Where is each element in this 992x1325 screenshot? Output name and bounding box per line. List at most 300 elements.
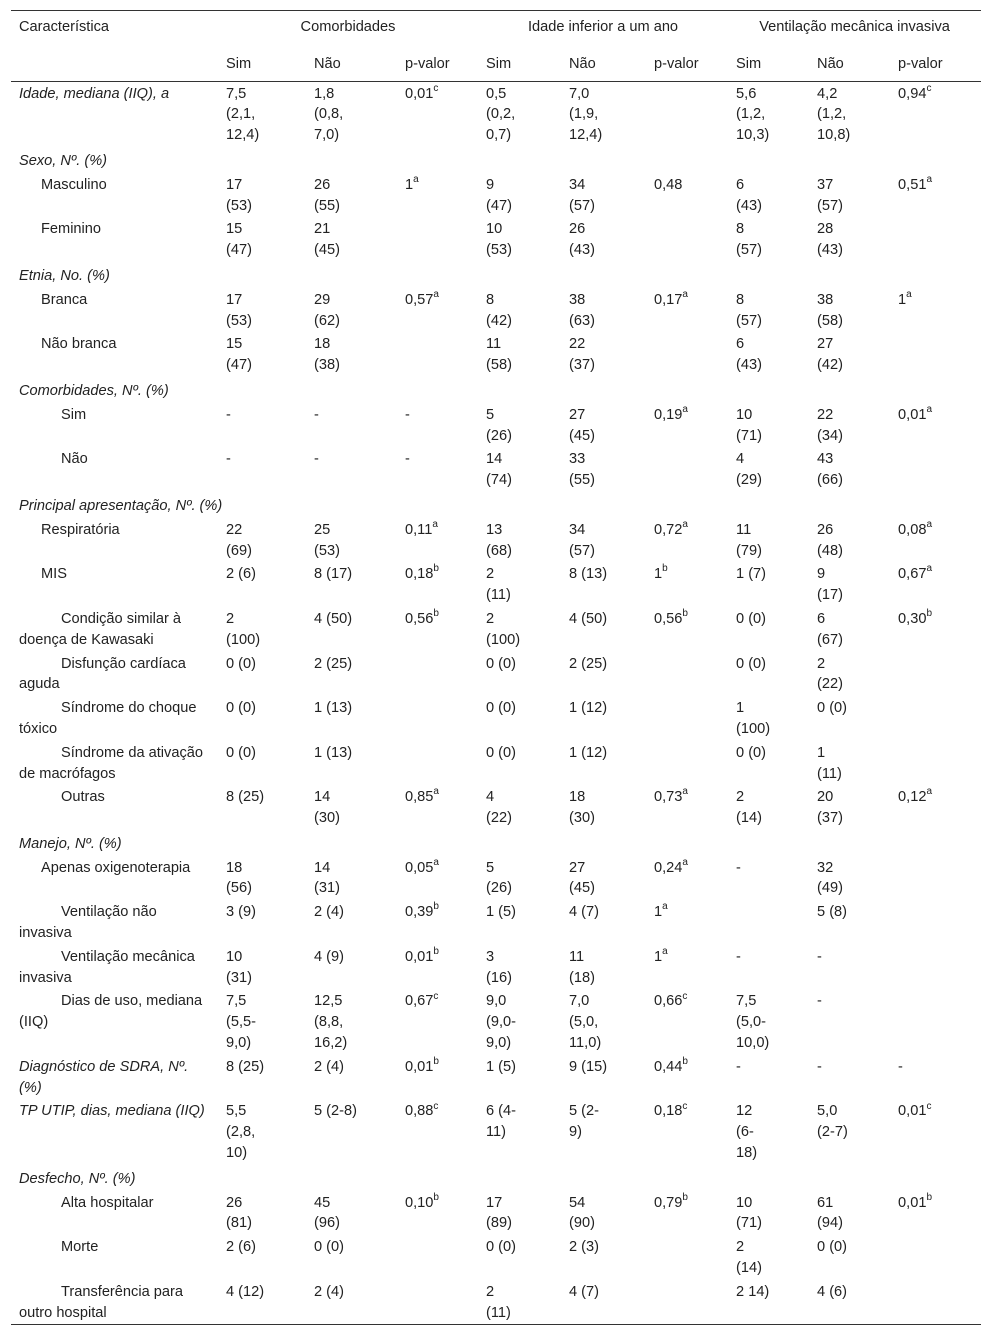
cell-line: 61 bbox=[817, 1194, 834, 1211]
footnote-marker: a bbox=[433, 288, 439, 300]
cell-line: (71) bbox=[736, 1215, 762, 1232]
cell-line: (47) bbox=[486, 197, 512, 214]
cell-line: 16,2) bbox=[314, 1035, 348, 1052]
table-cell: 2 (6) bbox=[226, 1239, 257, 1256]
cell-line: 2 bbox=[817, 655, 826, 672]
p-value: 0,01 bbox=[898, 406, 927, 423]
table-cell bbox=[809, 607, 890, 652]
table-cell: - bbox=[314, 406, 319, 423]
row-label: Disfunção cardíaca aguda bbox=[19, 655, 186, 693]
cell-line: (58) bbox=[817, 312, 843, 329]
cell-line: (53) bbox=[226, 312, 252, 329]
table-cell bbox=[218, 1191, 306, 1236]
table-cell bbox=[728, 173, 809, 218]
row-label: Apenas oxigenoterapia bbox=[41, 859, 191, 876]
table-cell bbox=[890, 696, 981, 741]
cell-line: (43) bbox=[736, 197, 762, 214]
cell-line: 13 bbox=[486, 521, 503, 538]
table-cell: - bbox=[817, 1058, 822, 1075]
table-cell: 4 (9) bbox=[314, 948, 345, 965]
table-cell bbox=[809, 652, 890, 697]
table-cell bbox=[306, 81, 397, 147]
footnote-marker: b bbox=[926, 1191, 932, 1203]
table-cell bbox=[646, 288, 728, 333]
table-cell bbox=[218, 518, 306, 563]
cell-line: 14 bbox=[486, 451, 503, 468]
table-cell bbox=[478, 81, 561, 147]
p-value: 1 bbox=[654, 904, 663, 921]
cell-line: 11,0) bbox=[569, 1035, 602, 1052]
table-cell bbox=[646, 696, 728, 741]
table-cell bbox=[890, 945, 981, 990]
table-cell: - bbox=[817, 993, 822, 1010]
cell-line: (74) bbox=[486, 472, 512, 489]
footnote-marker: b bbox=[433, 608, 439, 620]
table-row bbox=[11, 856, 981, 901]
table-cell bbox=[646, 1191, 728, 1236]
table-cell bbox=[306, 1191, 397, 1236]
p-value: 0,10 bbox=[405, 1194, 434, 1211]
cell-line: 10,0) bbox=[736, 1035, 770, 1052]
table-cell bbox=[646, 989, 728, 1054]
table-cell bbox=[561, 217, 646, 262]
cell-line: 17 bbox=[226, 176, 243, 193]
p-value: 0,39 bbox=[405, 904, 434, 921]
cell-line: 5 (2- bbox=[569, 1103, 600, 1120]
cell-line: 11 bbox=[736, 521, 752, 538]
table-cell bbox=[809, 1191, 890, 1236]
table-cell: 3 (9) bbox=[226, 904, 257, 921]
cell-line: 11 bbox=[486, 336, 502, 353]
p-value: 0,08 bbox=[898, 521, 927, 538]
cell-line: (53) bbox=[226, 197, 252, 214]
table-cell bbox=[397, 1055, 478, 1100]
cell-line: 7,5 bbox=[736, 993, 757, 1010]
cell-line: (68) bbox=[486, 542, 512, 559]
cell-line: 12,5 bbox=[314, 993, 343, 1010]
cell-line: 6 (4- bbox=[486, 1103, 517, 1120]
table-cell: 5 (8) bbox=[817, 904, 848, 921]
table-cell bbox=[478, 945, 561, 990]
cell-line: 22 bbox=[569, 336, 586, 353]
footnote-marker: a bbox=[682, 518, 688, 530]
table-cell: 9 (15) bbox=[569, 1058, 608, 1075]
cell-line: 26 bbox=[569, 221, 586, 238]
cell-line: (11) bbox=[486, 1304, 511, 1321]
p-value: 0,72 bbox=[654, 521, 683, 538]
p-value: 0,94 bbox=[898, 85, 927, 102]
table-cell bbox=[478, 1099, 561, 1164]
cell-line: 9) bbox=[569, 1124, 582, 1141]
table-cell: - bbox=[736, 948, 741, 965]
table-cell bbox=[306, 288, 397, 333]
p-value: 0,12 bbox=[898, 789, 927, 806]
table-cell bbox=[478, 1280, 561, 1325]
row-label: Síndrome do choque tóxico bbox=[19, 700, 197, 737]
cell-line: 9,0 bbox=[486, 993, 507, 1010]
table-cell bbox=[890, 607, 981, 652]
cell-line: 6 bbox=[736, 336, 745, 353]
table-cell bbox=[890, 173, 981, 218]
table-cell bbox=[478, 518, 561, 563]
table-cell bbox=[561, 173, 646, 218]
row-label: Principal apresentação, Nº. (%) bbox=[19, 497, 223, 514]
table-cell bbox=[646, 1099, 728, 1164]
p-value: 0,17 bbox=[654, 291, 683, 308]
cell-line: 10 bbox=[736, 1194, 753, 1211]
cell-line: (100) bbox=[226, 631, 261, 648]
cell-line: (94) bbox=[817, 1215, 843, 1232]
table-cell bbox=[890, 989, 981, 1054]
table-cell bbox=[397, 785, 478, 830]
cell-line: 7,0 bbox=[569, 993, 590, 1010]
table-cell: 2 (4) bbox=[306, 1280, 397, 1325]
footnote-marker: c bbox=[682, 1100, 688, 1112]
table-cell bbox=[397, 741, 478, 786]
table-cell bbox=[728, 518, 809, 563]
row-label: Síndrome da ativação de macrófagos bbox=[19, 744, 203, 782]
footnote-marker: b bbox=[433, 1191, 439, 1203]
cell-line: 27 bbox=[817, 336, 834, 353]
table-row bbox=[11, 741, 981, 786]
table-cell bbox=[890, 1235, 981, 1280]
table-cell bbox=[890, 652, 981, 697]
cell-line: (45) bbox=[569, 427, 595, 444]
table-cell: - bbox=[736, 859, 741, 876]
cell-line: (31) bbox=[226, 969, 252, 986]
table-cell bbox=[728, 1235, 809, 1280]
row-label: Ventilação não invasiva bbox=[19, 904, 157, 942]
footnote-marker: a bbox=[906, 288, 912, 300]
cell-line: 2 bbox=[486, 566, 495, 583]
table-cell bbox=[646, 81, 728, 147]
table-cell: 0 (0) bbox=[486, 655, 517, 672]
row-label: Alta hospitalar bbox=[61, 1194, 154, 1211]
table-body bbox=[11, 81, 981, 1325]
cell-line: (57) bbox=[817, 197, 843, 214]
table-cell: 0 (0) bbox=[736, 610, 767, 627]
table-cell bbox=[809, 518, 890, 563]
cell-line: 26 bbox=[226, 1194, 243, 1211]
p-value: 0,05 bbox=[405, 859, 434, 876]
table-cell bbox=[728, 447, 809, 492]
cell-line: 34 bbox=[569, 176, 586, 193]
cell-line: (57) bbox=[736, 242, 762, 259]
cell-line: 1 bbox=[817, 744, 826, 761]
table-cell bbox=[890, 332, 981, 377]
footnote-marker: b bbox=[433, 1056, 439, 1067]
cell-line: 1 bbox=[736, 700, 745, 717]
cell-line: (17) bbox=[817, 587, 843, 604]
table-cell bbox=[397, 900, 478, 945]
cell-line: 17 bbox=[486, 1194, 503, 1211]
table-cell bbox=[478, 403, 561, 448]
footnote-marker: a bbox=[682, 288, 688, 300]
table-cell bbox=[890, 81, 981, 147]
row-label: Etnia, No. (%) bbox=[19, 267, 110, 284]
cell-line: 27 bbox=[569, 859, 586, 876]
subheader-nao: Não bbox=[809, 46, 890, 81]
row-label: Outras bbox=[61, 789, 105, 806]
cell-line: (1,9, bbox=[569, 106, 599, 123]
cell-line: 8 bbox=[736, 221, 745, 238]
table-cell: 2 (4) bbox=[314, 1058, 345, 1075]
table-row bbox=[11, 1099, 981, 1164]
cell-line: 18) bbox=[736, 1145, 758, 1162]
table-cell bbox=[478, 607, 561, 652]
cell-line: (26) bbox=[486, 880, 512, 897]
table-cell bbox=[218, 945, 306, 990]
footnote-marker: c bbox=[433, 82, 439, 94]
table-cell bbox=[728, 989, 809, 1054]
table-cell: - bbox=[226, 451, 231, 468]
cell-line: (5,0, bbox=[569, 1014, 599, 1031]
cell-line: (48) bbox=[817, 542, 843, 559]
table-cell bbox=[478, 856, 561, 901]
table-cell bbox=[218, 217, 306, 262]
cell-line: (16) bbox=[486, 969, 512, 986]
cell-line: (79) bbox=[736, 542, 762, 559]
table-cell: 0 (0) bbox=[486, 700, 517, 717]
cell-line: (57) bbox=[736, 312, 762, 329]
table-cell bbox=[890, 1280, 981, 1325]
footnote-marker: c bbox=[682, 990, 688, 1002]
table-cell bbox=[478, 173, 561, 218]
table-cell bbox=[646, 518, 728, 563]
cell-line: 3 bbox=[486, 948, 495, 965]
row-label: Diagnóstico de SDRA, Nº. (%) bbox=[19, 1058, 189, 1096]
cell-line: (2,8, bbox=[226, 1124, 256, 1141]
p-value: 0,56 bbox=[654, 610, 683, 627]
table-cell bbox=[561, 856, 646, 901]
section-row bbox=[11, 492, 981, 518]
cell-line: (30) bbox=[314, 810, 340, 827]
table-cell bbox=[809, 288, 890, 333]
table-cell: 0 (0) bbox=[736, 744, 767, 761]
cell-line: (49) bbox=[817, 880, 843, 897]
cell-line: 2 bbox=[226, 610, 235, 627]
table-cell: 0 (0) bbox=[486, 744, 517, 761]
table-cell bbox=[478, 989, 561, 1054]
cell-line: 0,5 bbox=[486, 85, 507, 102]
cell-line: 7,0 bbox=[569, 85, 590, 102]
table-cell bbox=[646, 447, 728, 492]
subheader-pvalor: p-valor bbox=[890, 46, 981, 81]
table-row bbox=[11, 288, 981, 333]
table-cell: - bbox=[405, 451, 410, 468]
cell-line: 9 bbox=[817, 566, 826, 583]
p-value: 0,01 bbox=[898, 1103, 927, 1120]
footnote-marker: a bbox=[432, 518, 438, 530]
table-row bbox=[11, 217, 981, 262]
table-cell bbox=[809, 562, 890, 607]
p-value: 0,56 bbox=[405, 610, 434, 627]
row-label: Manejo, Nº. (%) bbox=[19, 835, 122, 852]
cell-line: 2 bbox=[486, 610, 495, 627]
cell-line: 10,3) bbox=[736, 127, 770, 144]
table-cell bbox=[646, 1055, 728, 1100]
table-cell bbox=[478, 288, 561, 333]
footnote-marker: c bbox=[433, 990, 439, 1002]
table-cell bbox=[218, 81, 306, 147]
table-cell bbox=[809, 785, 890, 830]
cell-line: 11 bbox=[569, 948, 585, 965]
table-cell bbox=[397, 989, 478, 1054]
cell-line: 4 bbox=[486, 789, 495, 806]
table-row bbox=[11, 173, 981, 218]
table-cell bbox=[397, 696, 478, 741]
table-cell: 1 (5) bbox=[486, 904, 517, 921]
p-value: 0,30 bbox=[898, 610, 927, 627]
table-cell bbox=[218, 332, 306, 377]
table-cell bbox=[646, 652, 728, 697]
table-cell: 4 (7) bbox=[569, 904, 600, 921]
table-cell: 0 (0) bbox=[226, 700, 257, 717]
table-cell bbox=[728, 1099, 809, 1164]
table-cell bbox=[561, 447, 646, 492]
footnote-marker: b bbox=[926, 608, 932, 620]
table-cell: 5 (2-8) bbox=[314, 1103, 357, 1120]
table-cell bbox=[890, 785, 981, 830]
cell-line: 11) bbox=[486, 1124, 507, 1141]
table-cell bbox=[646, 1280, 728, 1325]
cell-line: (47) bbox=[226, 242, 252, 259]
table-cell: 1 (13) bbox=[314, 744, 353, 761]
header-group-idade: Idade inferior a um ano bbox=[478, 11, 728, 46]
cell-line: 38 bbox=[569, 291, 586, 308]
cell-line: (30) bbox=[569, 810, 595, 827]
table-cell: 0 (0) bbox=[817, 1239, 848, 1256]
cell-line: 2 bbox=[736, 1239, 745, 1256]
table-header bbox=[11, 11, 981, 82]
table-cell bbox=[728, 696, 809, 741]
cell-line: 43 bbox=[817, 451, 834, 468]
cell-line: (53) bbox=[486, 242, 512, 259]
footnote-marker: b bbox=[433, 901, 439, 913]
cell-line: 22 bbox=[226, 521, 243, 538]
cell-line: 8 bbox=[486, 291, 495, 308]
p-value: 0,57 bbox=[405, 291, 434, 308]
table-cell bbox=[218, 1099, 306, 1164]
footnote-marker: a bbox=[926, 403, 932, 415]
section-row bbox=[11, 377, 981, 403]
table-cell bbox=[728, 81, 809, 147]
cell-line: (66) bbox=[817, 472, 843, 489]
data-table bbox=[11, 10, 981, 1325]
table-cell bbox=[397, 81, 478, 147]
row-label: Dias de uso, mediana (IIQ) bbox=[19, 993, 203, 1031]
table-cell: 2 (3) bbox=[569, 1239, 600, 1256]
cell-line: 22 bbox=[817, 406, 834, 423]
table-cell bbox=[306, 989, 397, 1054]
table-cell: - bbox=[817, 948, 822, 965]
table-cell: 4 (12) bbox=[218, 1280, 306, 1325]
table-row bbox=[11, 1055, 981, 1100]
cell-line: 10) bbox=[226, 1145, 248, 1162]
cell-line: 2 bbox=[736, 789, 745, 806]
table-cell bbox=[728, 403, 809, 448]
table-cell bbox=[397, 332, 478, 377]
table-cell bbox=[397, 173, 478, 218]
footnote-marker: c bbox=[926, 82, 932, 94]
cell-line: (55) bbox=[569, 472, 595, 489]
cell-line: (6- bbox=[736, 1124, 754, 1141]
row-label: Ventilação mecânica invasiva bbox=[19, 948, 195, 986]
header-group-comorbidades: Comorbidades bbox=[218, 11, 478, 46]
p-value: 0,44 bbox=[654, 1058, 683, 1075]
table-cell bbox=[218, 288, 306, 333]
p-value: 1 bbox=[654, 566, 663, 583]
cell-line: (5,5- bbox=[226, 1014, 257, 1031]
table-cell bbox=[809, 447, 890, 492]
table-cell: 4 (7) bbox=[561, 1280, 646, 1325]
p-value: 0,01 bbox=[405, 948, 434, 965]
cell-line: 7,5 bbox=[226, 993, 247, 1010]
table-container bbox=[11, 10, 981, 1325]
section-row bbox=[11, 830, 981, 856]
table-cell: 1 (13) bbox=[314, 700, 353, 717]
table-row bbox=[11, 332, 981, 377]
cell-line: (96) bbox=[314, 1215, 340, 1232]
cell-line: (2-7) bbox=[817, 1124, 848, 1141]
row-label: Transferência para outro hospital bbox=[11, 1280, 218, 1325]
table-cell: 8 (17) bbox=[314, 566, 353, 583]
table-cell: 1 (12) bbox=[569, 700, 608, 717]
cell-line: (9,0- bbox=[486, 1014, 517, 1031]
table-cell bbox=[890, 562, 981, 607]
cell-line: 6 bbox=[817, 610, 826, 627]
table-cell bbox=[397, 1099, 478, 1164]
row-label: Morte bbox=[61, 1239, 99, 1256]
table-cell: 2 (25) bbox=[569, 655, 608, 672]
subheader-pvalor: p-valor bbox=[646, 46, 728, 81]
table-cell bbox=[646, 607, 728, 652]
table-cell bbox=[728, 1191, 809, 1236]
table-row bbox=[11, 1235, 981, 1280]
cell-line: 15 bbox=[226, 336, 243, 353]
footnote-marker: a bbox=[926, 786, 932, 798]
footnote-marker: a bbox=[926, 518, 932, 530]
cell-line: (58) bbox=[486, 357, 512, 374]
cell-line: 28 bbox=[817, 221, 834, 238]
cell-line: 5,6 bbox=[736, 85, 757, 102]
table-cell bbox=[306, 518, 397, 563]
cell-line: 5,5 bbox=[226, 1103, 247, 1120]
cell-line: 29 bbox=[314, 291, 331, 308]
table-row bbox=[11, 562, 981, 607]
table-cell bbox=[397, 607, 478, 652]
table-cell: 1 (5) bbox=[486, 1058, 517, 1075]
table-cell bbox=[646, 900, 728, 945]
subheader-pvalor: p-valor bbox=[397, 46, 478, 81]
cell-line: 4,2 bbox=[817, 85, 838, 102]
table-cell bbox=[306, 217, 397, 262]
cell-line: 37 bbox=[817, 176, 834, 193]
table-cell: 0 (0) bbox=[226, 744, 257, 761]
table-cell bbox=[728, 785, 809, 830]
cell-line: 17 bbox=[226, 291, 243, 308]
cell-line: (14) bbox=[736, 810, 762, 827]
table-cell: 2 (6) bbox=[226, 566, 257, 583]
row-label: Branca bbox=[41, 291, 88, 308]
table-cell bbox=[809, 173, 890, 218]
cell-line: (26) bbox=[486, 427, 512, 444]
section-row bbox=[11, 262, 981, 288]
cell-line: 4 bbox=[736, 451, 745, 468]
table-cell: 0,48 bbox=[654, 176, 683, 193]
cell-line: 10 bbox=[486, 221, 503, 238]
table-cell bbox=[218, 607, 306, 652]
